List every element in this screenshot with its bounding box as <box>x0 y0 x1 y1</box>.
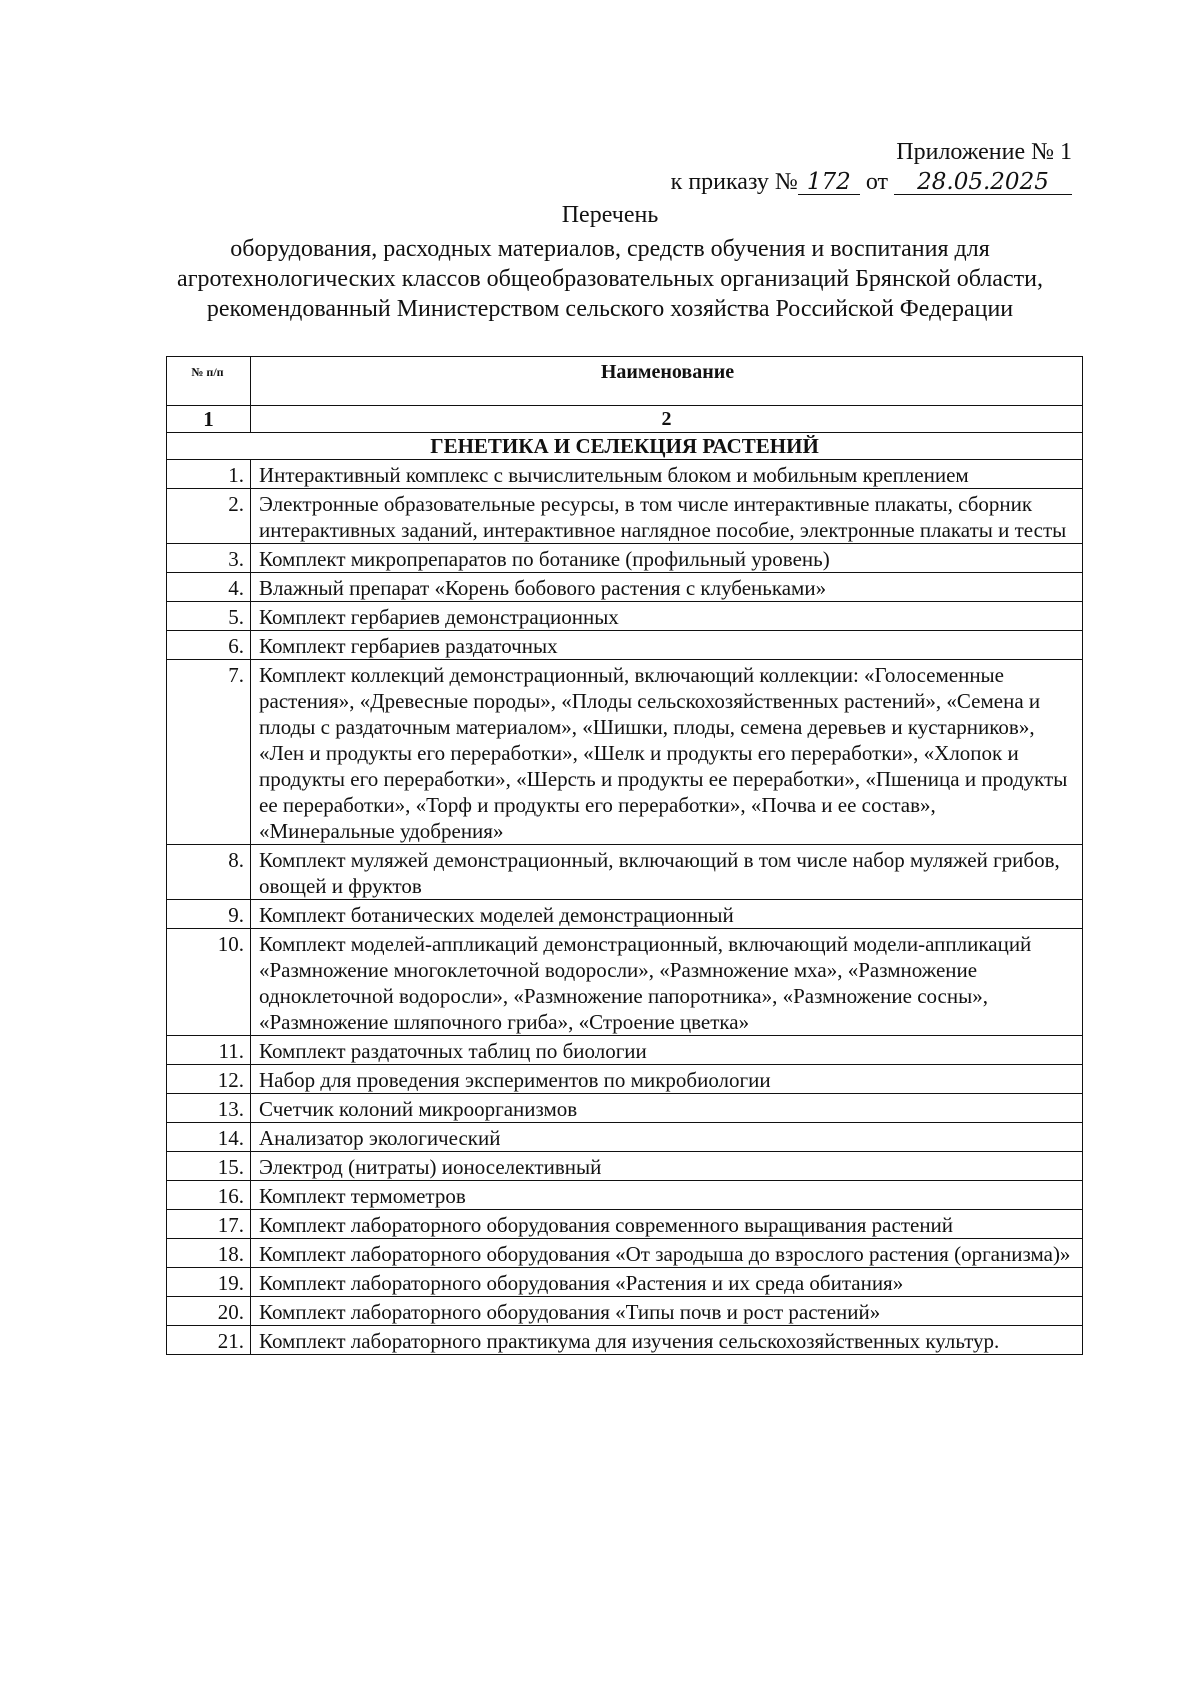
table-row <box>167 1181 1083 1210</box>
table-row <box>167 1268 1083 1297</box>
row-name: Комплект коллекций демонстрационный, включающий коллекции: «Голосеменные растения», «Древесные породы», «Плоды сельскохозяйственных растений», «Семена и плоды с раздаточным материалом», «Шишки, плоды, семена деревьев и кустарников», «Лен и продукты его переработки», «Шелк и продукты его переработки», «Хлопок и продукты его переработки», «Шерсть и продукты ее переработки», «Пшеница и продукты ее переработки», «Торф и продукты его переработки», «Почва и ее состав», «Минеральные удобрения» <box>251 660 1083 845</box>
row-number: 7. <box>167 660 251 845</box>
row-number: 1. <box>167 460 251 489</box>
row-number: 8. <box>167 845 251 900</box>
row-name: Комплект лабораторного оборудования «От зародыша до взрослого растения (организма)» <box>251 1239 1083 1268</box>
table-row <box>167 1326 1083 1355</box>
row-name: Комплект моделей-аппликаций демонстрационный, включающий модели-аппликаций «Размножение многоклеточной водоросли», «Размножение мха», «Размножение одноклеточной водоросли», «Размножение папоротника», «Размножение сосны», «Размножение шляпочного гриба», «Строение цветка» <box>251 929 1083 1036</box>
row-name: Комплект термометров <box>251 1181 1083 1210</box>
table-row <box>167 845 1083 900</box>
table-row <box>167 489 1083 544</box>
row-number: 11. <box>167 1036 251 1065</box>
row-number: 20. <box>167 1297 251 1326</box>
col-num-index: 1 <box>167 406 251 433</box>
table-row <box>167 1123 1083 1152</box>
table-header-row <box>167 357 1083 406</box>
row-number: 13. <box>167 1094 251 1123</box>
table-row <box>167 1210 1083 1239</box>
row-name: Влажный препарат «Корень бобового растения с клубеньками» <box>251 573 1083 602</box>
row-number: 4. <box>167 573 251 602</box>
order-number: 172 <box>798 170 860 195</box>
row-number: 14. <box>167 1123 251 1152</box>
col-name-index: 2 <box>251 406 1083 433</box>
order-prefix: к приказу № <box>670 169 798 195</box>
row-name: Счетчик колоний микроорганизмов <box>251 1094 1083 1123</box>
row-number: 3. <box>167 544 251 573</box>
row-number: 5. <box>167 602 251 631</box>
row-name: Комплект микропрепаратов по ботанике (профильный уровень) <box>251 544 1083 573</box>
section-row <box>167 433 1083 460</box>
row-name: Анализатор экологический <box>251 1123 1083 1152</box>
row-name: Электрод (нитраты) ионоселективный <box>251 1152 1083 1181</box>
annex-label: Приложение № 1 <box>896 139 1072 165</box>
annex-block <box>671 138 1072 196</box>
order-reference <box>671 168 1072 196</box>
row-name: Комплект лабораторного практикума для изучения сельскохозяйственных культур. <box>251 1326 1083 1355</box>
table-row <box>167 460 1083 489</box>
row-number: 15. <box>167 1152 251 1181</box>
table-row <box>167 1152 1083 1181</box>
title-heading: Перечень <box>561 202 659 228</box>
row-number: 12. <box>167 1065 251 1094</box>
order-date: 28.05.2025 <box>894 170 1072 195</box>
table-row <box>167 1239 1083 1268</box>
row-number: 6. <box>167 631 251 660</box>
col-name-header: Наименование <box>251 357 1083 406</box>
order-from-label: от <box>865 169 888 195</box>
equipment-table <box>166 356 1083 1355</box>
row-number: 21. <box>167 1326 251 1355</box>
row-name: Комплект раздаточных таблиц по биологии <box>251 1036 1083 1065</box>
row-number: 18. <box>167 1239 251 1268</box>
table-index-row <box>167 406 1083 433</box>
table-row <box>167 631 1083 660</box>
row-name: Интерактивный комплекс с вычислительным блоком и мобильным креплением <box>251 460 1083 489</box>
table-row <box>167 573 1083 602</box>
row-number: 19. <box>167 1268 251 1297</box>
section-title: ГЕНЕТИКА И СЕЛЕКЦИЯ РАСТЕНИЙ <box>167 433 1083 460</box>
row-name: Набор для проведения экспериментов по микробиологии <box>251 1065 1083 1094</box>
table-row <box>167 1094 1083 1123</box>
table-row <box>167 900 1083 929</box>
table-row <box>167 1036 1083 1065</box>
row-name: Комплект лабораторного оборудования современного выращивания растений <box>251 1210 1083 1239</box>
document-title <box>150 200 1070 324</box>
row-name: Комплект лабораторного оборудования «Типы почв и рост растений» <box>251 1297 1083 1326</box>
table-row <box>167 1065 1083 1094</box>
row-number: 2. <box>167 489 251 544</box>
title-subtitle: оборудования, расходных материалов, средств обучения и воспитания для агротехнологических классов общеобразовательных организаций Брянской области, рекомендованный Министерством сельского хозяйства Российской Федерации <box>177 236 1043 322</box>
row-name: Комплект лабораторного оборудования «Растения и их среда обитания» <box>251 1268 1083 1297</box>
table-row <box>167 929 1083 1036</box>
table-row <box>167 1297 1083 1326</box>
row-number: 10. <box>167 929 251 1036</box>
row-name: Комплект муляжей демонстрационный, включающий в том числе набор муляжей грибов, овощей и фруктов <box>251 845 1083 900</box>
table-row <box>167 544 1083 573</box>
col-num-header: № п/п <box>167 357 251 406</box>
table-row <box>167 660 1083 845</box>
table-row <box>167 602 1083 631</box>
row-number: 9. <box>167 900 251 929</box>
row-number: 16. <box>167 1181 251 1210</box>
row-number: 17. <box>167 1210 251 1239</box>
row-name: Комплект ботанических моделей демонстрационный <box>251 900 1083 929</box>
row-name: Комплект гербариев демонстрационных <box>251 602 1083 631</box>
row-name: Электронные образовательные ресурсы, в том числе интерактивные плакаты, сборник интерактивных заданий, интерактивное наглядное пособие, электронные плакаты и тесты <box>251 489 1083 544</box>
row-name: Комплект гербариев раздаточных <box>251 631 1083 660</box>
